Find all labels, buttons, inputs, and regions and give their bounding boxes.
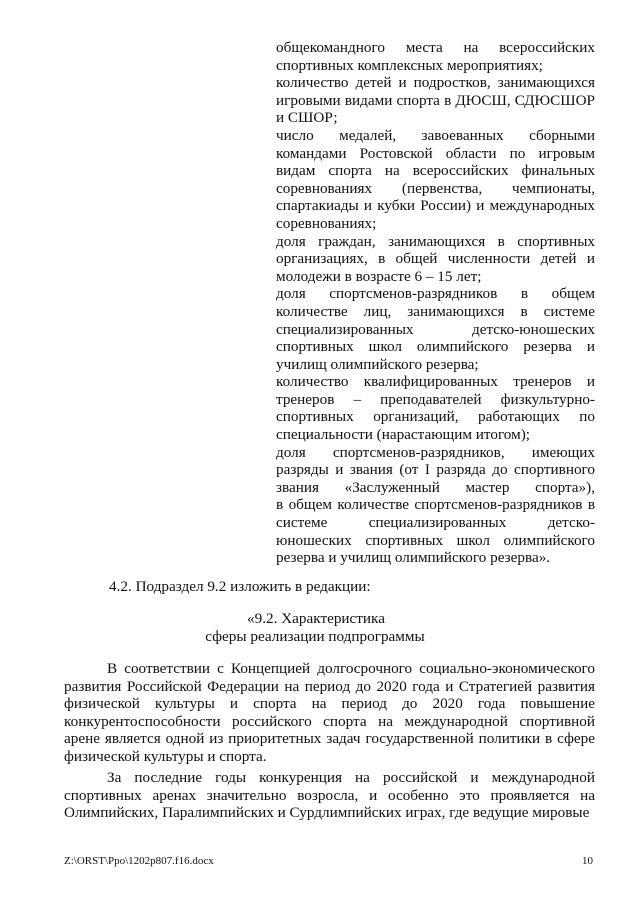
list-item: общекомандного места на всероссийских спортивных комплексных мероприятиях; xyxy=(276,39,595,74)
indicator-list xyxy=(276,39,595,567)
list-item: число медалей, завоеванных сборными командами Ростовской области по игровым видам спорта на всероссийских финальных соревнованиях (первенства, чемпионаты, спартакиады и кубки России) и международных соревнованиях; xyxy=(276,126,595,232)
list-item: количество квалифицированных тренеров и тренеров – преподавателей физкультурно-спортивных организаций, работающих по специальности (нарастающим итогом); xyxy=(276,373,595,444)
list-item: в общем количестве спортсменов-разрядников в системе специализированных детско-юношеских спортивных школ олимпийского резерва и училищ олимпийского резерва». xyxy=(276,496,595,567)
section-heading-subtitle: сферы реализации подпрограммы xyxy=(205,627,425,645)
section-heading xyxy=(0,610,640,645)
footer-file-path: Z:\ORST\Ppo\1202p807.f16.docx xyxy=(64,855,214,867)
subsection-edit-line: 4.2. Подраздел 9.2 изложить в редакции: xyxy=(109,578,371,595)
list-item: доля спортсменов-разрядников в общем количестве лиц, занимающихся в системе специализированных детско-юношеских спортивных школ олимпийского резерва и училищ олимпийского резерва; xyxy=(276,285,595,373)
list-item: доля спортсменов-разрядников, имеющих разряды и звания (от I разряда до спортивного звания «Заслуженный мастер спорта»), xyxy=(276,443,595,496)
body-paragraph: За последние годы конкуренция на российской и международной спортивных аренах значительно возросла, и особенно это проявляется на Олимпийских, Паралимпийских и Сурдлимпийских играх, где ведущие мировые xyxy=(64,769,595,822)
list-item: количество детей и подростков, занимающихся игровыми видами спорта в ДЮСШ, СДЮСШОР и СШОР; xyxy=(276,74,595,127)
list-item: доля граждан, занимающихся в спортивных организациях, в общей численности детей и молодежи в возрасте 6 – 15 лет; xyxy=(276,232,595,285)
body-paragraph: В соответствии с Концепцией долгосрочного социально-экономического развития Российской Федерации на период до 2020 года и Стратегией развития физической культуры и спорта на период до 2020 года повышение конкурентоспособности российского спорта на международной спортивной арене является одной из приоритетных задач государственной политики в сфере физической культуры и спорта. xyxy=(64,660,595,765)
section-heading-title: «9.2. Характеристика xyxy=(247,610,385,627)
page-number: 10 xyxy=(582,855,593,867)
